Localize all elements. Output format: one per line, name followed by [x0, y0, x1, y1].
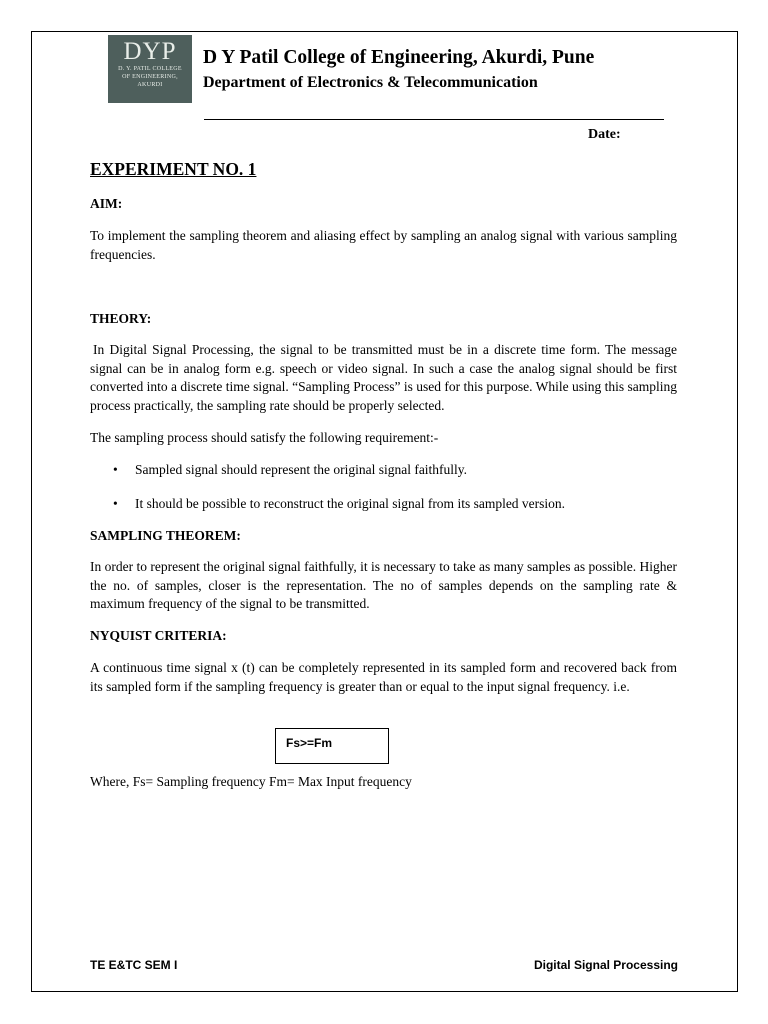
date-label: Date:: [588, 127, 621, 142]
theory-paragraph: In Digital Signal Processing, the signal to be transmitted must be in a discrete time form. The message signal can be in analog form e.g. speech or video signal. In such a case the analog signal should be first converted into a discrete time signal. “Sampling Process” is used for this purpose. While using this sampling process practically, the sampling rate should be properly selected.: [90, 342, 677, 413]
college-name: D Y Patil College of Engineering, Akurdi, Pune: [203, 47, 595, 68]
formula-box: Fs>=Fm: [275, 728, 389, 764]
nyquist-text: A continuous time signal x (t) can be completely represented in its sampled form and recovered back from its sampled form if the sampling frequency is greater than or equal to the input signal frequency. i.e.: [90, 660, 677, 694]
college-logo: [108, 35, 192, 103]
list-item-text: It should be possible to reconstruct the original signal from its sampled version.: [135, 496, 566, 511]
where-text: Where, Fs= Sampling frequency Fm= Max Input frequency: [90, 774, 412, 789]
sampling-theorem-heading: SAMPLING THEOREM:: [90, 528, 241, 543]
footer-subject: Digital Signal Processing: [533, 958, 678, 972]
sampling-theorem-text: In order to represent the original signal faithfully, it is necessary to take as many samples as possible. Higher the no. of samples, closer is the representation. The no of samples depends on the sampling rate & maximum frequency of the signal to be transmitted.: [90, 559, 677, 611]
department-name: Department of Electronics & Telecommunication: [203, 74, 538, 91]
bullet-icon: •: [113, 496, 118, 511]
list-item-text: Sampled signal should represent the original signal faithfully.: [135, 462, 468, 477]
header-rule: [204, 119, 664, 120]
footer-course: TE E&TC SEM I: [90, 958, 178, 972]
theory-heading: THEORY:: [90, 311, 152, 326]
experiment-title: EXPERIMENT NO. 1: [90, 159, 257, 179]
aim-heading: AIM:: [90, 196, 123, 211]
logo-subtext-line-1: D. Y. PATIL COLLEGE: [118, 66, 182, 72]
nyquist-heading: NYQUIST CRITERIA:: [90, 628, 227, 643]
requirement-intro: The sampling process should satisfy the following requirement:-: [90, 430, 439, 445]
aim-text: To implement the sampling theorem and aliasing effect by sampling an analog signal with various sampling frequencies.: [90, 228, 677, 262]
logo-subtext-line-3: AKURDI: [137, 82, 163, 88]
logo-mark: DYP: [123, 38, 177, 65]
logo-subtext-line-2: OF ENGINEERING,: [122, 74, 178, 80]
bullet-icon: •: [113, 462, 118, 477]
